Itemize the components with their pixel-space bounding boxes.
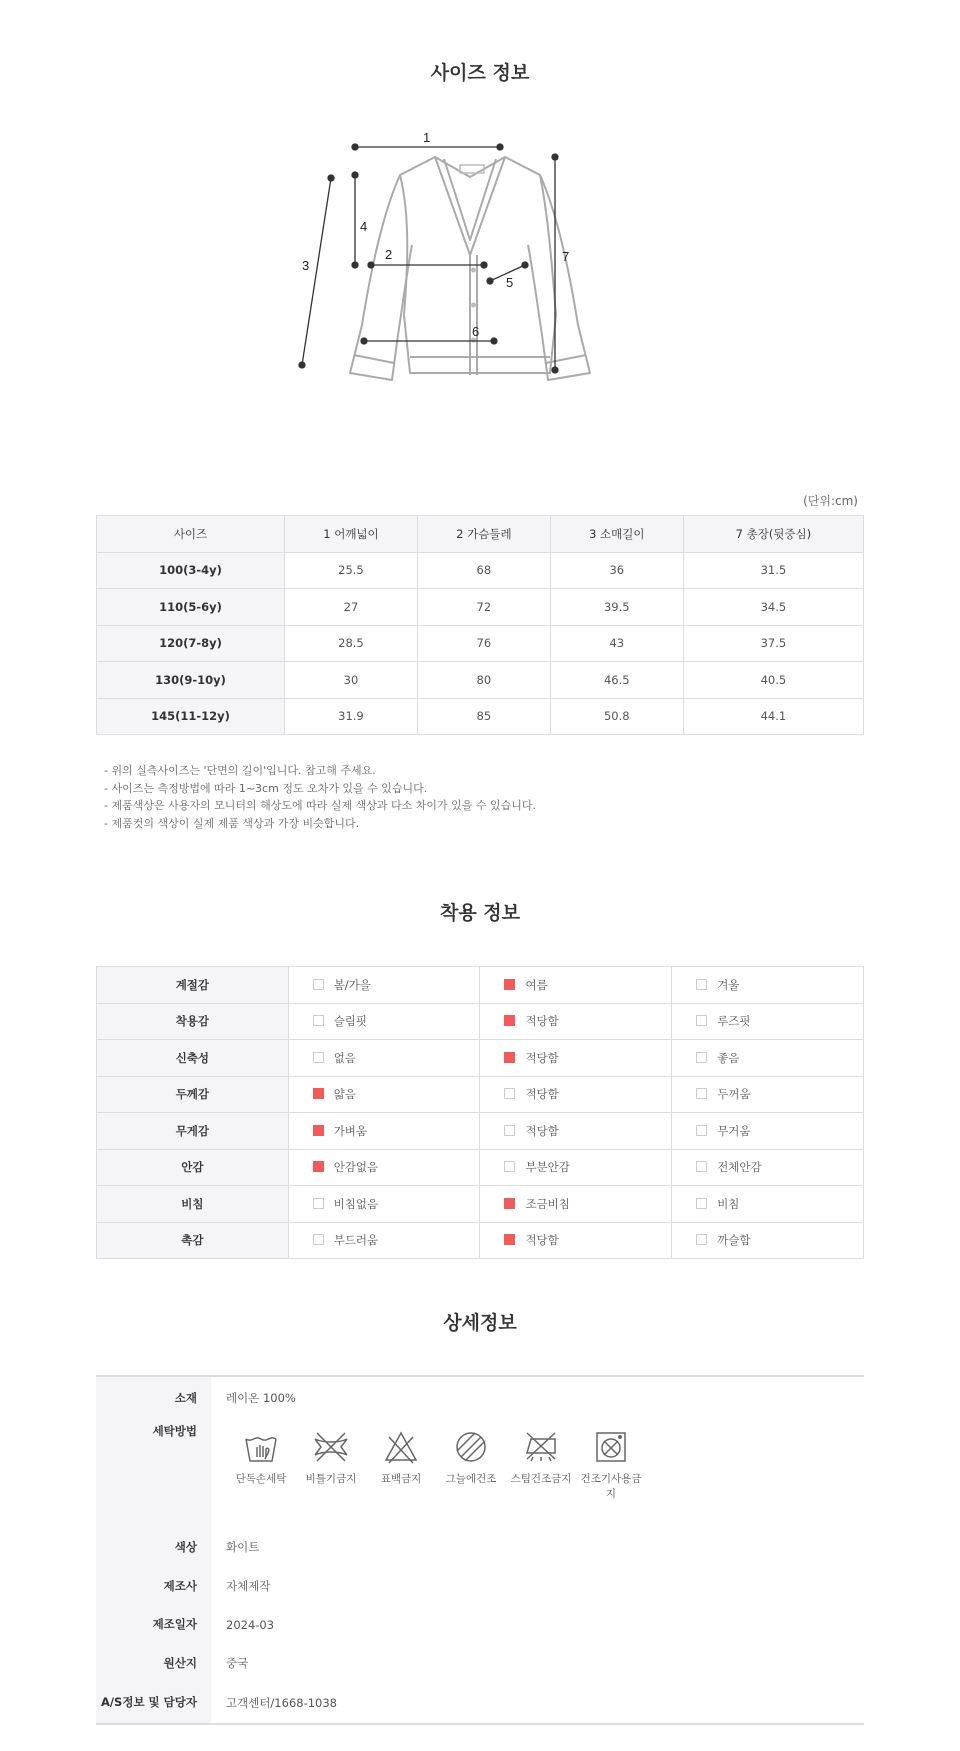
table-row — [97, 552, 864, 589]
detail-label: 소재 — [96, 1377, 211, 1419]
fit-label: 촉감 — [97, 1222, 289, 1259]
fit-option-label: 무거움 — [717, 1123, 751, 1138]
fit-option-label: 봄/가을 — [333, 977, 371, 992]
fit-option — [480, 1113, 672, 1150]
header-length: 7 총장(뒷중심) — [683, 516, 863, 553]
checkbox-icon — [504, 1161, 515, 1172]
detail-row-date — [96, 1605, 864, 1644]
detail-value: 고객센터/1668-1038 — [226, 1695, 337, 1710]
wash-label: 그늘에건조 — [445, 1473, 497, 1485]
header-shoulder: 1 어깨넓이 — [284, 516, 417, 553]
fit-option — [672, 1149, 864, 1186]
checkbox-icon — [696, 1052, 707, 1063]
fit-option-label: 적당함 — [525, 1087, 559, 1102]
fit-option — [288, 1186, 480, 1223]
fit-row — [97, 1003, 864, 1040]
fit-label: 신축성 — [97, 1040, 289, 1077]
fit-label: 안감 — [97, 1149, 289, 1186]
table-header-row — [97, 516, 864, 553]
detail-row-wash — [96, 1419, 864, 1527]
table-cell: 31.5 — [683, 552, 863, 589]
shade-dry-icon — [453, 1429, 489, 1465]
fit-table — [96, 966, 864, 1259]
wash-item — [226, 1429, 296, 1501]
fit-row — [97, 967, 864, 1004]
detail-value: 자체제작 — [226, 1579, 271, 1593]
checked-checkbox-icon — [504, 1234, 515, 1245]
fit-option — [672, 1186, 864, 1223]
fit-option — [480, 1186, 672, 1223]
table-cell: 85 — [417, 698, 550, 735]
fit-label: 착용감 — [97, 1003, 289, 1040]
table-cell: 80 — [417, 662, 550, 699]
size-info-title: 사이즈 정보 — [430, 62, 530, 84]
table-cell: 40.5 — [683, 662, 863, 699]
size-cell: 145(11-12y) — [97, 698, 285, 735]
detail-value: 레이온 100% — [226, 1391, 296, 1405]
fit-row — [97, 1222, 864, 1259]
fit-option-label: 조금비침 — [525, 1196, 570, 1211]
checkbox-icon — [696, 1088, 707, 1099]
fit-row — [97, 1113, 864, 1150]
fit-option-label: 적당함 — [525, 1014, 559, 1029]
detail-label: 제조일자 — [96, 1605, 211, 1644]
detail-label: A/S정보 및 담당자 — [96, 1682, 211, 1723]
diagram-label-2: 2 — [385, 247, 393, 262]
checkbox-icon — [313, 979, 324, 990]
checkbox-icon — [696, 1125, 707, 1136]
checkbox-icon — [313, 1052, 324, 1063]
size-cell: 120(7-8y) — [97, 625, 285, 662]
fit-option — [672, 1113, 864, 1150]
fit-option-label: 겨울 — [717, 977, 740, 992]
table-cell: 31.9 — [284, 698, 417, 735]
fit-option-label: 두꺼움 — [717, 1087, 751, 1102]
checked-checkbox-icon — [504, 1198, 515, 1209]
wash-item — [436, 1429, 506, 1501]
checkbox-icon — [504, 1125, 515, 1136]
fit-option-label: 부분안감 — [525, 1160, 570, 1175]
fit-option — [480, 1076, 672, 1113]
detail-label: 세탁방법 — [96, 1419, 211, 1527]
fit-row — [97, 1186, 864, 1223]
diagram-label-3: 3 — [302, 258, 310, 273]
fit-option-label: 비침 — [717, 1196, 740, 1211]
unit-label: (단위:cm) — [803, 494, 858, 508]
size-cell: 100(3-4y) — [97, 552, 285, 589]
no-wring-icon — [311, 1429, 351, 1465]
checked-checkbox-icon — [504, 979, 515, 990]
detail-info-title: 상세정보 — [443, 1312, 517, 1334]
fit-option — [288, 1003, 480, 1040]
note-item: - 사이즈는 측정방법에 따라 1~3cm 정도 오차가 있을 수 있습니다. — [104, 781, 428, 795]
wash-item — [366, 1429, 436, 1501]
checkbox-icon — [696, 1198, 707, 1209]
detail-value: 중국 — [226, 1656, 249, 1670]
detail-label: 원산지 — [96, 1644, 211, 1682]
wash-label: 비틀기금지 — [305, 1473, 357, 1485]
checkbox-icon — [696, 979, 707, 990]
table-cell: 36 — [550, 552, 683, 589]
cardigan-measurement-diagram — [302, 130, 640, 425]
checked-checkbox-icon — [504, 1052, 515, 1063]
fit-row — [97, 1149, 864, 1186]
table-cell: 44.1 — [683, 698, 863, 735]
fit-row — [97, 1076, 864, 1113]
fit-option-label: 루즈핏 — [717, 1014, 751, 1029]
fit-option — [672, 1222, 864, 1259]
header-sleeve: 3 소매길이 — [550, 516, 683, 553]
fit-info-title: 착용 정보 — [439, 902, 521, 924]
fit-option — [672, 1003, 864, 1040]
table-cell: 43 — [550, 625, 683, 662]
checkbox-icon — [696, 1234, 707, 1245]
diagram-label-4: 4 — [360, 219, 368, 234]
header-chest: 2 가슴둘레 — [417, 516, 550, 553]
fit-option — [480, 1222, 672, 1259]
diagram-label-5: 5 — [506, 275, 514, 290]
fit-option — [288, 1076, 480, 1113]
fit-option — [672, 1076, 864, 1113]
wash-item — [296, 1429, 366, 1501]
checkbox-icon — [313, 1198, 324, 1209]
checkbox-icon — [313, 1015, 324, 1026]
wash-item — [506, 1429, 576, 1501]
table-cell: 37.5 — [683, 625, 863, 662]
fit-option — [480, 1003, 672, 1040]
checkbox-icon — [313, 1234, 324, 1245]
table-row — [97, 625, 864, 662]
size-table — [96, 515, 864, 735]
detail-row-color — [96, 1527, 864, 1567]
detail-label: 제조사 — [96, 1567, 211, 1605]
fit-label: 비침 — [97, 1186, 289, 1223]
fit-option-label: 까슬함 — [717, 1233, 751, 1248]
fit-row — [97, 1040, 864, 1077]
diagram-label-6: 6 — [472, 324, 480, 339]
table-cell: 76 — [417, 625, 550, 662]
size-notes — [104, 762, 536, 832]
size-cell: 130(9-10y) — [97, 662, 285, 699]
wash-label: 스팀건조금지 — [510, 1473, 572, 1485]
table-row — [97, 589, 864, 626]
wash-item — [576, 1429, 646, 1501]
fit-option-label: 전체안감 — [717, 1160, 762, 1175]
fit-option-label: 슬림핏 — [333, 1014, 368, 1029]
checked-checkbox-icon — [504, 1015, 515, 1026]
header-size: 사이즈 — [97, 516, 285, 553]
fit-option — [288, 1149, 480, 1186]
fit-option — [288, 1113, 480, 1150]
fit-option-label: 적당함 — [525, 1050, 559, 1065]
fit-option-label: 가벼움 — [333, 1123, 368, 1138]
diagram-label-7: 7 — [562, 249, 570, 264]
fit-option — [672, 967, 864, 1004]
table-cell: 34.5 — [683, 589, 863, 626]
fit-option-label: 없음 — [333, 1050, 356, 1065]
wash-label: 표백금지 — [380, 1473, 422, 1485]
size-cell: 110(5-6y) — [97, 589, 285, 626]
table-cell: 50.8 — [550, 698, 683, 735]
checked-checkbox-icon — [313, 1161, 324, 1172]
detail-row-maker — [96, 1567, 864, 1605]
detail-label: 색상 — [96, 1527, 211, 1567]
table-cell: 39.5 — [550, 589, 683, 626]
checkbox-icon — [504, 1088, 515, 1099]
fit-option-label: 부드러움 — [333, 1233, 379, 1248]
table-row — [97, 662, 864, 699]
table-row — [97, 698, 864, 735]
fit-option — [480, 1040, 672, 1077]
detail-row-as — [96, 1682, 864, 1723]
table-cell: 72 — [417, 589, 550, 626]
note-item: - 위의 실측사이즈는 '단면의 길이'입니다. 참고해 주세요. — [104, 764, 376, 777]
fit-option-label: 얇음 — [333, 1087, 356, 1102]
detail-row-origin — [96, 1644, 864, 1682]
wash-label: 건조기사용금지 — [580, 1473, 642, 1500]
table-cell: 30 — [284, 662, 417, 699]
table-cell: 25.5 — [284, 552, 417, 589]
checkbox-icon — [696, 1015, 707, 1026]
table-cell: 46.5 — [550, 662, 683, 699]
fit-option — [288, 1040, 480, 1077]
no-bleach-icon — [383, 1429, 419, 1465]
detail-value: 2024-03 — [226, 1617, 275, 1632]
fit-option — [288, 967, 480, 1004]
fit-label: 무게감 — [97, 1113, 289, 1150]
fit-option — [672, 1040, 864, 1077]
diagram-label-1: 1 — [423, 130, 431, 145]
wash-icon-list — [211, 1419, 646, 1501]
fit-option-label: 적당함 — [525, 1233, 559, 1248]
no-steam-icon — [523, 1429, 559, 1465]
table-cell: 27 — [284, 589, 417, 626]
fit-label: 두께감 — [97, 1076, 289, 1113]
fit-option-label: 좋음 — [717, 1050, 740, 1065]
fit-option — [288, 1222, 480, 1259]
detail-row-material — [96, 1377, 864, 1419]
detail-value: 화이트 — [226, 1540, 260, 1554]
wash-label: 단독손세탁 — [235, 1473, 287, 1485]
fit-option-label: 비침없음 — [333, 1196, 379, 1211]
note-item: - 제품색상은 사용자의 모니터의 해상도에 따라 실제 색상과 다소 차이가 있을 수 있습니다. — [104, 799, 536, 812]
table-cell: 28.5 — [284, 625, 417, 662]
fit-option — [480, 1149, 672, 1186]
hand-wash-icon — [243, 1429, 279, 1465]
fit-option — [480, 967, 672, 1004]
checked-checkbox-icon — [313, 1088, 324, 1099]
fit-option-label: 여름 — [525, 977, 548, 992]
fit-option-label: 적당함 — [525, 1123, 559, 1138]
checkbox-icon — [696, 1161, 707, 1172]
detail-info-table — [96, 1375, 864, 1725]
no-tumble-dry-icon — [593, 1429, 629, 1465]
note-item: - 제품컷의 색상이 실제 제품 색상과 가장 비슷합니다. — [104, 816, 360, 830]
fit-option-label: 안감없음 — [333, 1160, 379, 1175]
table-cell: 68 — [417, 552, 550, 589]
fit-label: 계절감 — [97, 967, 289, 1004]
checked-checkbox-icon — [313, 1125, 324, 1136]
